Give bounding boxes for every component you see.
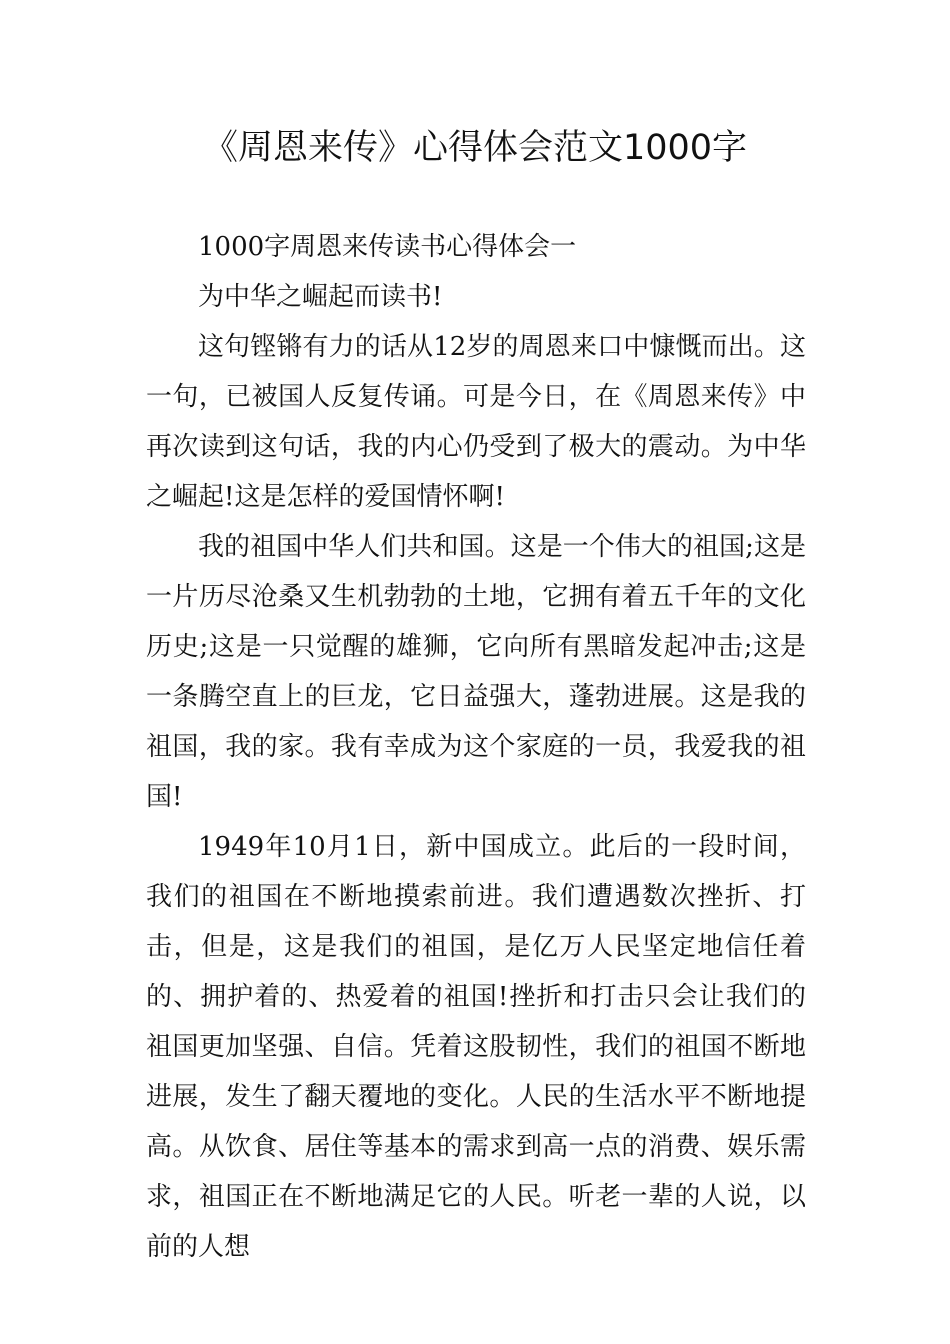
paragraph: 1949年10月1日，新中国成立。此后的一段时间，我们的祖国在不断地摸索前进。我们遭遇数次挫折、打击，但是，这是我们的祖国，是亿万人民坚定地信任着的、拥护着的、热爱着的祖国!挫折和打击只会让我们的祖国更加坚强、自信。凭着这股韧性，我们的祖国不断地进展，发生了翻天覆地的变化。人民的生活水平不断地提高。从饮食、居住等基本的需求到高一点的消费、娱乐需求，祖国正在不断地满足它的人民。听老一辈的人说，以前的人想 xyxy=(146,832,806,1262)
paragraph-quote: 为中华之崛起而读书! xyxy=(198,282,443,312)
paragraph: 我的祖国中华人们共和国。这是一个伟大的祖国;这是一片历尽沧桑又生机勃勃的土地，它拥有着五千年的文化历史;这是一只觉醒的雄狮，它向所有黑暗发起冲击;这是一条腾空直上的巨龙，它日益强大，蓬勃进展。这是我的祖国，我的家。我有幸成为这个家庭的一员，我爱我的祖国! xyxy=(146,532,806,812)
paragraph: 这句铿锵有力的话从12岁的周恩来口中慷慨而出。这一句，已被国人反复传诵。可是今日，在《周恩来传》中再次读到这句话，我的内心仍受到了极大的震动。为中华之崛起!这是怎样的爱国情怀啊! xyxy=(146,332,806,512)
document-body xyxy=(146,222,806,1272)
document-title: 《周恩来传》心得体会范文1000字 xyxy=(202,128,748,168)
paragraph-subtitle: 1000字周恩来传读书心得体会一 xyxy=(198,232,577,262)
